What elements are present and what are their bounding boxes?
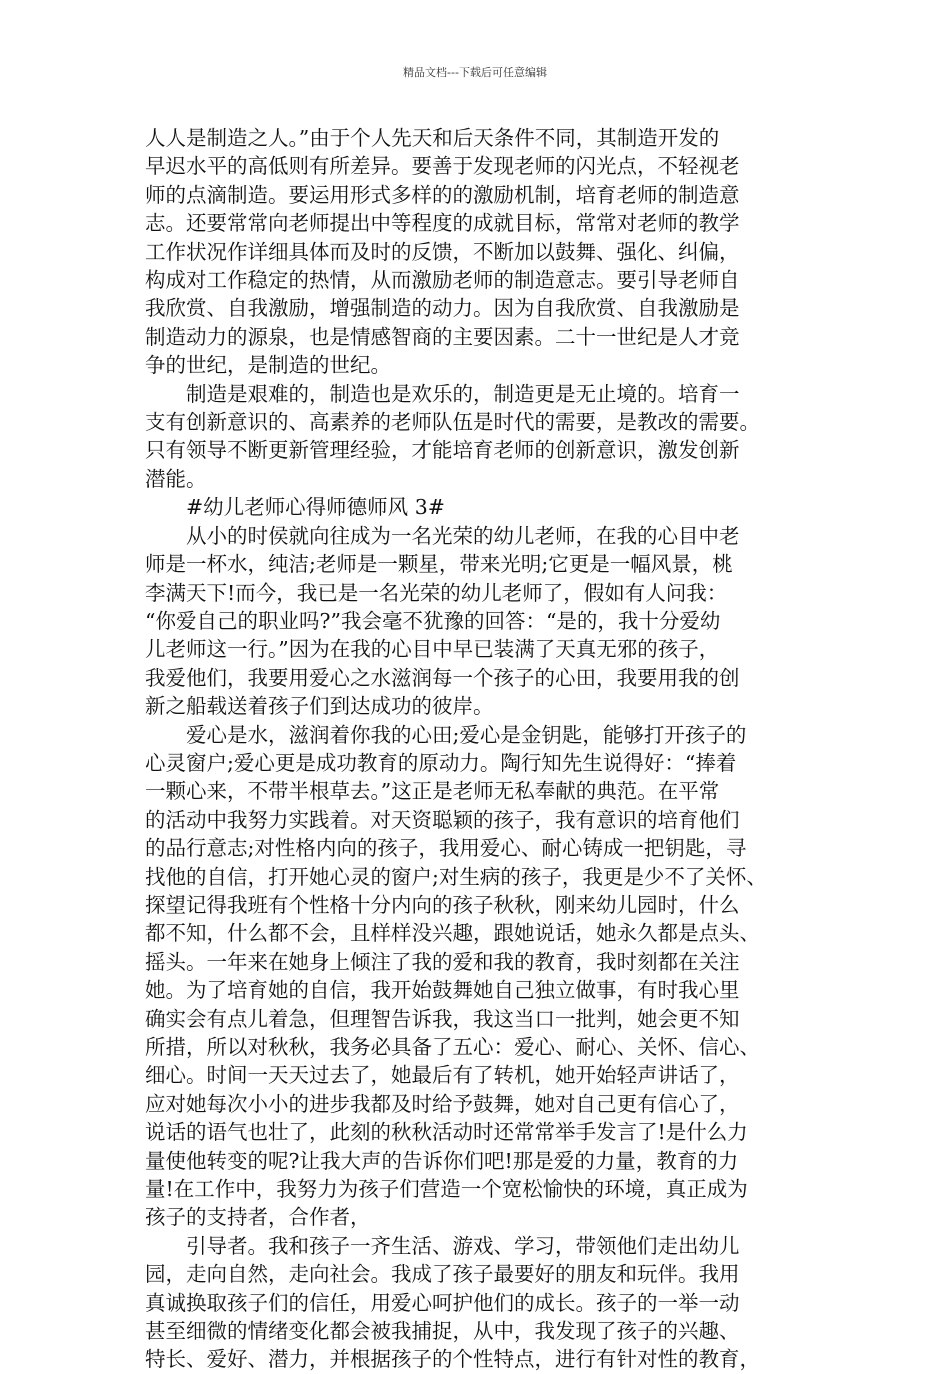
text-line: 只有领导不断更新管理经验，才能培育老师的创新意识，激发创新 (145, 438, 740, 463)
text-line: 甚至细微的情绪变化都会被我捕捉，从中，我发现了孩子的兴趣、 (145, 1319, 740, 1344)
text-line: 我欣赏、自我激励，增强制造的动力。因为自我欣赏、自我激励是 (145, 296, 740, 321)
paragraph-4 (145, 721, 825, 1232)
text-line: 制造动力的源泉，也是情感智商的主要因素。二十一世纪是人才竞 (145, 324, 740, 349)
text-line: 早迟水平的高低则有所差异。要善于发现老师的闪光点，不轻视老 (145, 154, 740, 179)
text-line: 制造是艰难的，制造也是欢乐的，制造更是无止境的。培育一 (186, 381, 740, 406)
text-line: 新之船载送着孩子们到达成功的彼岸。 (145, 694, 494, 719)
text-line: 争的世纪，是制造的世纪。 (145, 353, 391, 378)
document-body (145, 124, 825, 1374)
text-line: 潜能。 (145, 466, 207, 491)
text-line: 应对她每次小小的进步我都及时给予鼓舞，她对自己更有信心了， (145, 1091, 740, 1116)
text-line: 特长、爱好、潜力，并根据孩子的个性特点，进行有针对性的教育， (145, 1347, 760, 1372)
text-line: 志。还要常常向老师提出中等程度的成就目标，常常对老师的教学 (145, 211, 740, 236)
text-line: 说话的语气也壮了，此刻的秋秋活动时还常常举手发言了!是什么力 (145, 1120, 748, 1145)
text-line: 支有创新意识的、高素养的老师队伍是时代的需要，是教改的需要。 (145, 410, 760, 435)
text-line: 确实会有点儿着急，但理智告诉我，我这当口一批判，她会更不知 (145, 1006, 740, 1031)
text-line: 找他的自信，打开她心灵的窗户;对生病的孩子，我更是少不了关怀、 (145, 864, 767, 889)
text-line: 量!在工作中，我努力为孩子们营造一个宽松愉快的环境，真正成为 (145, 1177, 748, 1202)
text-line: 一颗心来，不带半根草去。”这正是老师无私奉献的典范。在平常 (145, 779, 720, 804)
text-line: 的活动中我努力实践着。对天资聪颖的孩子，我有意识的培育他们 (145, 807, 740, 832)
paragraph-2 (145, 380, 825, 494)
text-line: 量使他转变的呢?让我大声的告诉你们吧!那是爱的力量，教育的力 (145, 1148, 739, 1173)
text-line: 儿老师这一行。”因为在我的心目中早已装满了天真无邪的孩子， (145, 637, 720, 662)
text-line: 心灵窗户;爱心更是成功教育的原动力。陶行知先生说得好：“捧着 (145, 750, 737, 775)
page-header: 精品文档---下载后可任意编辑 (403, 66, 547, 79)
text-line: 的品行意志;对性格内向的孩子，我用爱心、耐心铸成一把钥匙，寻 (145, 836, 747, 861)
text-line: 师的点滴制造。要运用形式多样的的激励机制，培育老师的制造意 (145, 182, 740, 207)
text-line: 所措，所以对秋秋，我务必具备了五心：爱心、耐心、关怀、信心、 (145, 1035, 760, 1059)
text-line: 引导者。我和孩子一齐生活、游戏、学习，带领他们走出幼儿 (186, 1233, 740, 1258)
text-line: 师是一杯水，纯洁;老师是一颗星，带来光明;它更是一幅风景，桃 (145, 552, 733, 577)
text-line: 李满天下!而今，我已是一名光荣的幼儿老师了，假如有人问我： (145, 580, 728, 605)
text-line: 细心。时间一天天过去了，她最后有了转机，她开始轻声讲话了， (145, 1063, 740, 1088)
text-line: 摇头。一年来在她身上倾注了我的爱和我的教育，我时刻都在关注 (145, 949, 740, 974)
text-line: 我爱他们，我要用爱心之水滋润每一个孩子的心田，我要用我的创 (145, 665, 740, 690)
text-line: 真诚换取孩子们的信任，用爱心呵护他们的成长。孩子的一举一动 (145, 1290, 740, 1315)
text-line: “你爱自己的职业吗?”我会毫不犹豫的回答：“是的，我十分爱幼 (145, 608, 721, 633)
paragraph-5 (145, 1232, 825, 1374)
text-line: 从小的时侯就向往成为一名光荣的幼儿老师，在我的心目中老 (186, 523, 740, 548)
section-heading (145, 493, 825, 521)
text-line: 构成对工作稳定的热情，从而激励老师的制造意志。要引导老师自 (145, 268, 740, 293)
text-line: 都不知，什么都不会，且样样没兴趣，跟她说话，她永久都是点头、 (145, 921, 760, 946)
text-line: 爱心是水，滋润着你我的心田;爱心是金钥匙，能够打开孩子的 (186, 722, 747, 747)
text-line: 探望记得我班有个性格十分内向的孩子秋秋，刚来幼儿园时，什么 (145, 892, 740, 917)
text-line: 园，走向自然，走向社会。我成了孩子最要好的朋友和玩伴。我用 (145, 1262, 740, 1287)
text-line: 她。为了培育她的自信，我开始鼓舞她自己独立做事，有时我心里 (145, 978, 740, 1003)
paragraph-3 (145, 522, 825, 721)
text-line: #幼儿老师心得师德师风 3# (186, 495, 445, 520)
text-line: 孩子的支持者，合作者， (145, 1205, 371, 1230)
paragraph-1 (145, 124, 825, 380)
text-line: 工作状况作详细具体而及时的反馈，不断加以鼓舞、强化、纠偏， (145, 239, 740, 264)
text-line: 人人是制造之人。”由于个人先天和后天条件不同，其制造开发的 (145, 126, 720, 150)
